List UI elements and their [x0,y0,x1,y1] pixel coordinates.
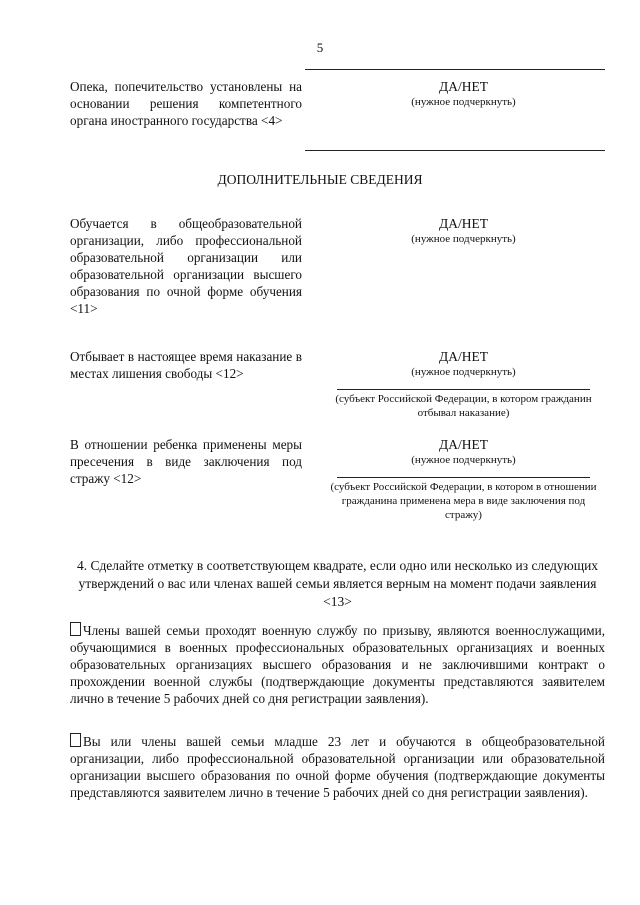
imprisonment-hint: (нужное подчеркнуть) [411,366,516,378]
guardianship-question: Опека, попечительство установлены на основании решения компетентного органа иностранного государства <4> [70,79,302,128]
imprisonment-region-field[interactable] [337,389,590,390]
checkbox-item-military [70,622,605,707]
imprisonment-question: Отбывает в настоящее время наказание в местах лишения свободы <12> [70,349,302,381]
studies-hint: (нужное подчеркнуть) [411,233,516,245]
checkbox-item-students [70,733,605,801]
guardianship-yes-no[interactable]: ДА/НЕТ [439,79,488,94]
studies-question: Обучается в общеобразовательной организации, либо профессиональной образовательной организации или образовательной организации высшего образования по очной форме обучения <11> [70,216,302,316]
detention-answer-block [322,436,605,522]
detention-hint: (нужное подчеркнуть) [411,454,516,466]
studies-answer-block [322,215,605,246]
guardianship-hint: (нужное подчеркнуть) [411,96,516,108]
section-4-instruction: 4. Сделайте отметку в соответствующем квадрате, если одно или несколько из следующих утверждений о вас или членах вашей семьи является верным на момент подачи заявления <13> [76,558,599,609]
students-checkbox-label: Вы или члены вашей семьи младше 23 лет и обучаются в общеобразовательной организации, либо профессиональной образовательной организации или образовательной организации высшего образования по очной форме обучения (подтверждающие документы представляются заявителем лично в течение 5 рабочих дней со дня регистрации заявления). [70,734,605,800]
detention-yes-no[interactable]: ДА/НЕТ [439,437,488,452]
studies-yes-no[interactable]: ДА/НЕТ [439,216,488,231]
detention-region-caption: (субъект Российской Федерации, в котором в отношении гражданина применена мера в виде заключения под стражу) [330,481,597,521]
imprisonment-yes-no[interactable]: ДА/НЕТ [439,349,488,364]
detention-region-field[interactable] [337,477,590,478]
detention-question: В отношении ребенка применены меры пресечения в виде заключения под стражу <12> [70,437,302,486]
guardianship-answer-block [322,78,605,109]
imprisonment-answer-block [322,348,605,420]
page-number: 5 [316,40,324,55]
military-checkbox[interactable] [70,622,81,636]
section-title: ДОПОЛНИТЕЛЬНЫЕ СВЕДЕНИЯ [217,172,423,187]
military-checkbox-label: Члены вашей семьи проходят военную службу по призыву, являются военнослужащими, обучающимися в военных профессиональных образовательных организациях и военных образовательных организациях высшего образования и не заключившими контракт о прохождении военной службы (подтверждающие документы представляются заявителем лично в течение 5 рабочих дней со дня регистрации заявления). [70,623,605,706]
section-divider [305,150,605,151]
top-divider [305,69,605,70]
imprisonment-region-caption: (субъект Российской Федерации, в котором гражданин отбывал наказание) [335,393,592,419]
students-checkbox[interactable] [70,733,81,747]
